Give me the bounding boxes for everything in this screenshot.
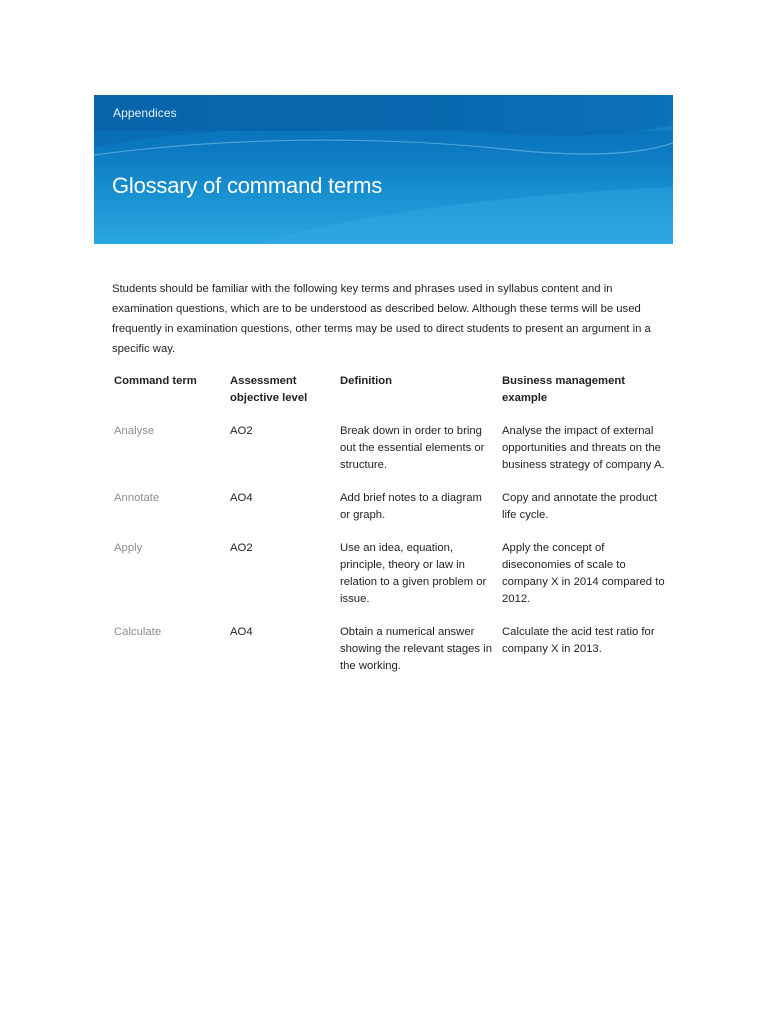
- definition: Use an idea, equation, principle, theory or law in relation to a given problem or issue.: [340, 542, 487, 605]
- table-row: [110, 490, 672, 540]
- example: Analyse the impact of external opportunities and threats on the business strategy of company A.: [502, 425, 665, 471]
- intro-paragraph: Students should be familiar with the following key terms and phrases used in syllabus content and in examination questions, which are to be understood as described below. Although these terms will be used frequently in examination questions, other terms may be used to direct students to present an argument in a specific way.: [112, 283, 651, 355]
- banner-wave-decoration: [94, 95, 673, 244]
- header-command-term: Command term: [114, 375, 197, 387]
- table-row: [110, 540, 672, 624]
- example: Copy and annotate the product life cycle.: [502, 492, 658, 521]
- command-term: Annotate: [114, 492, 160, 504]
- glossary-table: [110, 370, 672, 691]
- assessment-level: AO4: [230, 626, 253, 638]
- example: Calculate the acid test ratio for company X in 2013.: [502, 626, 655, 655]
- definition: Add brief notes to a diagram or graph.: [340, 492, 482, 521]
- example: Apply the concept of diseconomies of scale to company X in 2014 compared to 2012.: [502, 542, 665, 605]
- assessment-level: AO2: [230, 542, 253, 554]
- section-label: Appendices: [113, 106, 177, 120]
- command-term: Apply: [114, 542, 143, 554]
- table-row: [110, 624, 672, 691]
- table-header-row: [110, 370, 672, 423]
- definition: Obtain a numerical answer showing the relevant stages in the working.: [340, 626, 492, 672]
- assessment-level: AO2: [230, 425, 253, 437]
- command-term: Calculate: [114, 626, 162, 638]
- table-row: [110, 423, 672, 490]
- page-title: Glossary of command terms: [112, 173, 383, 198]
- command-term: Analyse: [114, 425, 155, 437]
- header-assessment-level: Assessment objective level: [230, 375, 308, 404]
- header-example: Business management example: [502, 375, 626, 404]
- header-banner: [94, 95, 673, 244]
- header-definition: Definition: [340, 375, 393, 387]
- assessment-level: AO4: [230, 492, 253, 504]
- definition: Break down in order to bring out the essential elements or structure.: [340, 425, 485, 471]
